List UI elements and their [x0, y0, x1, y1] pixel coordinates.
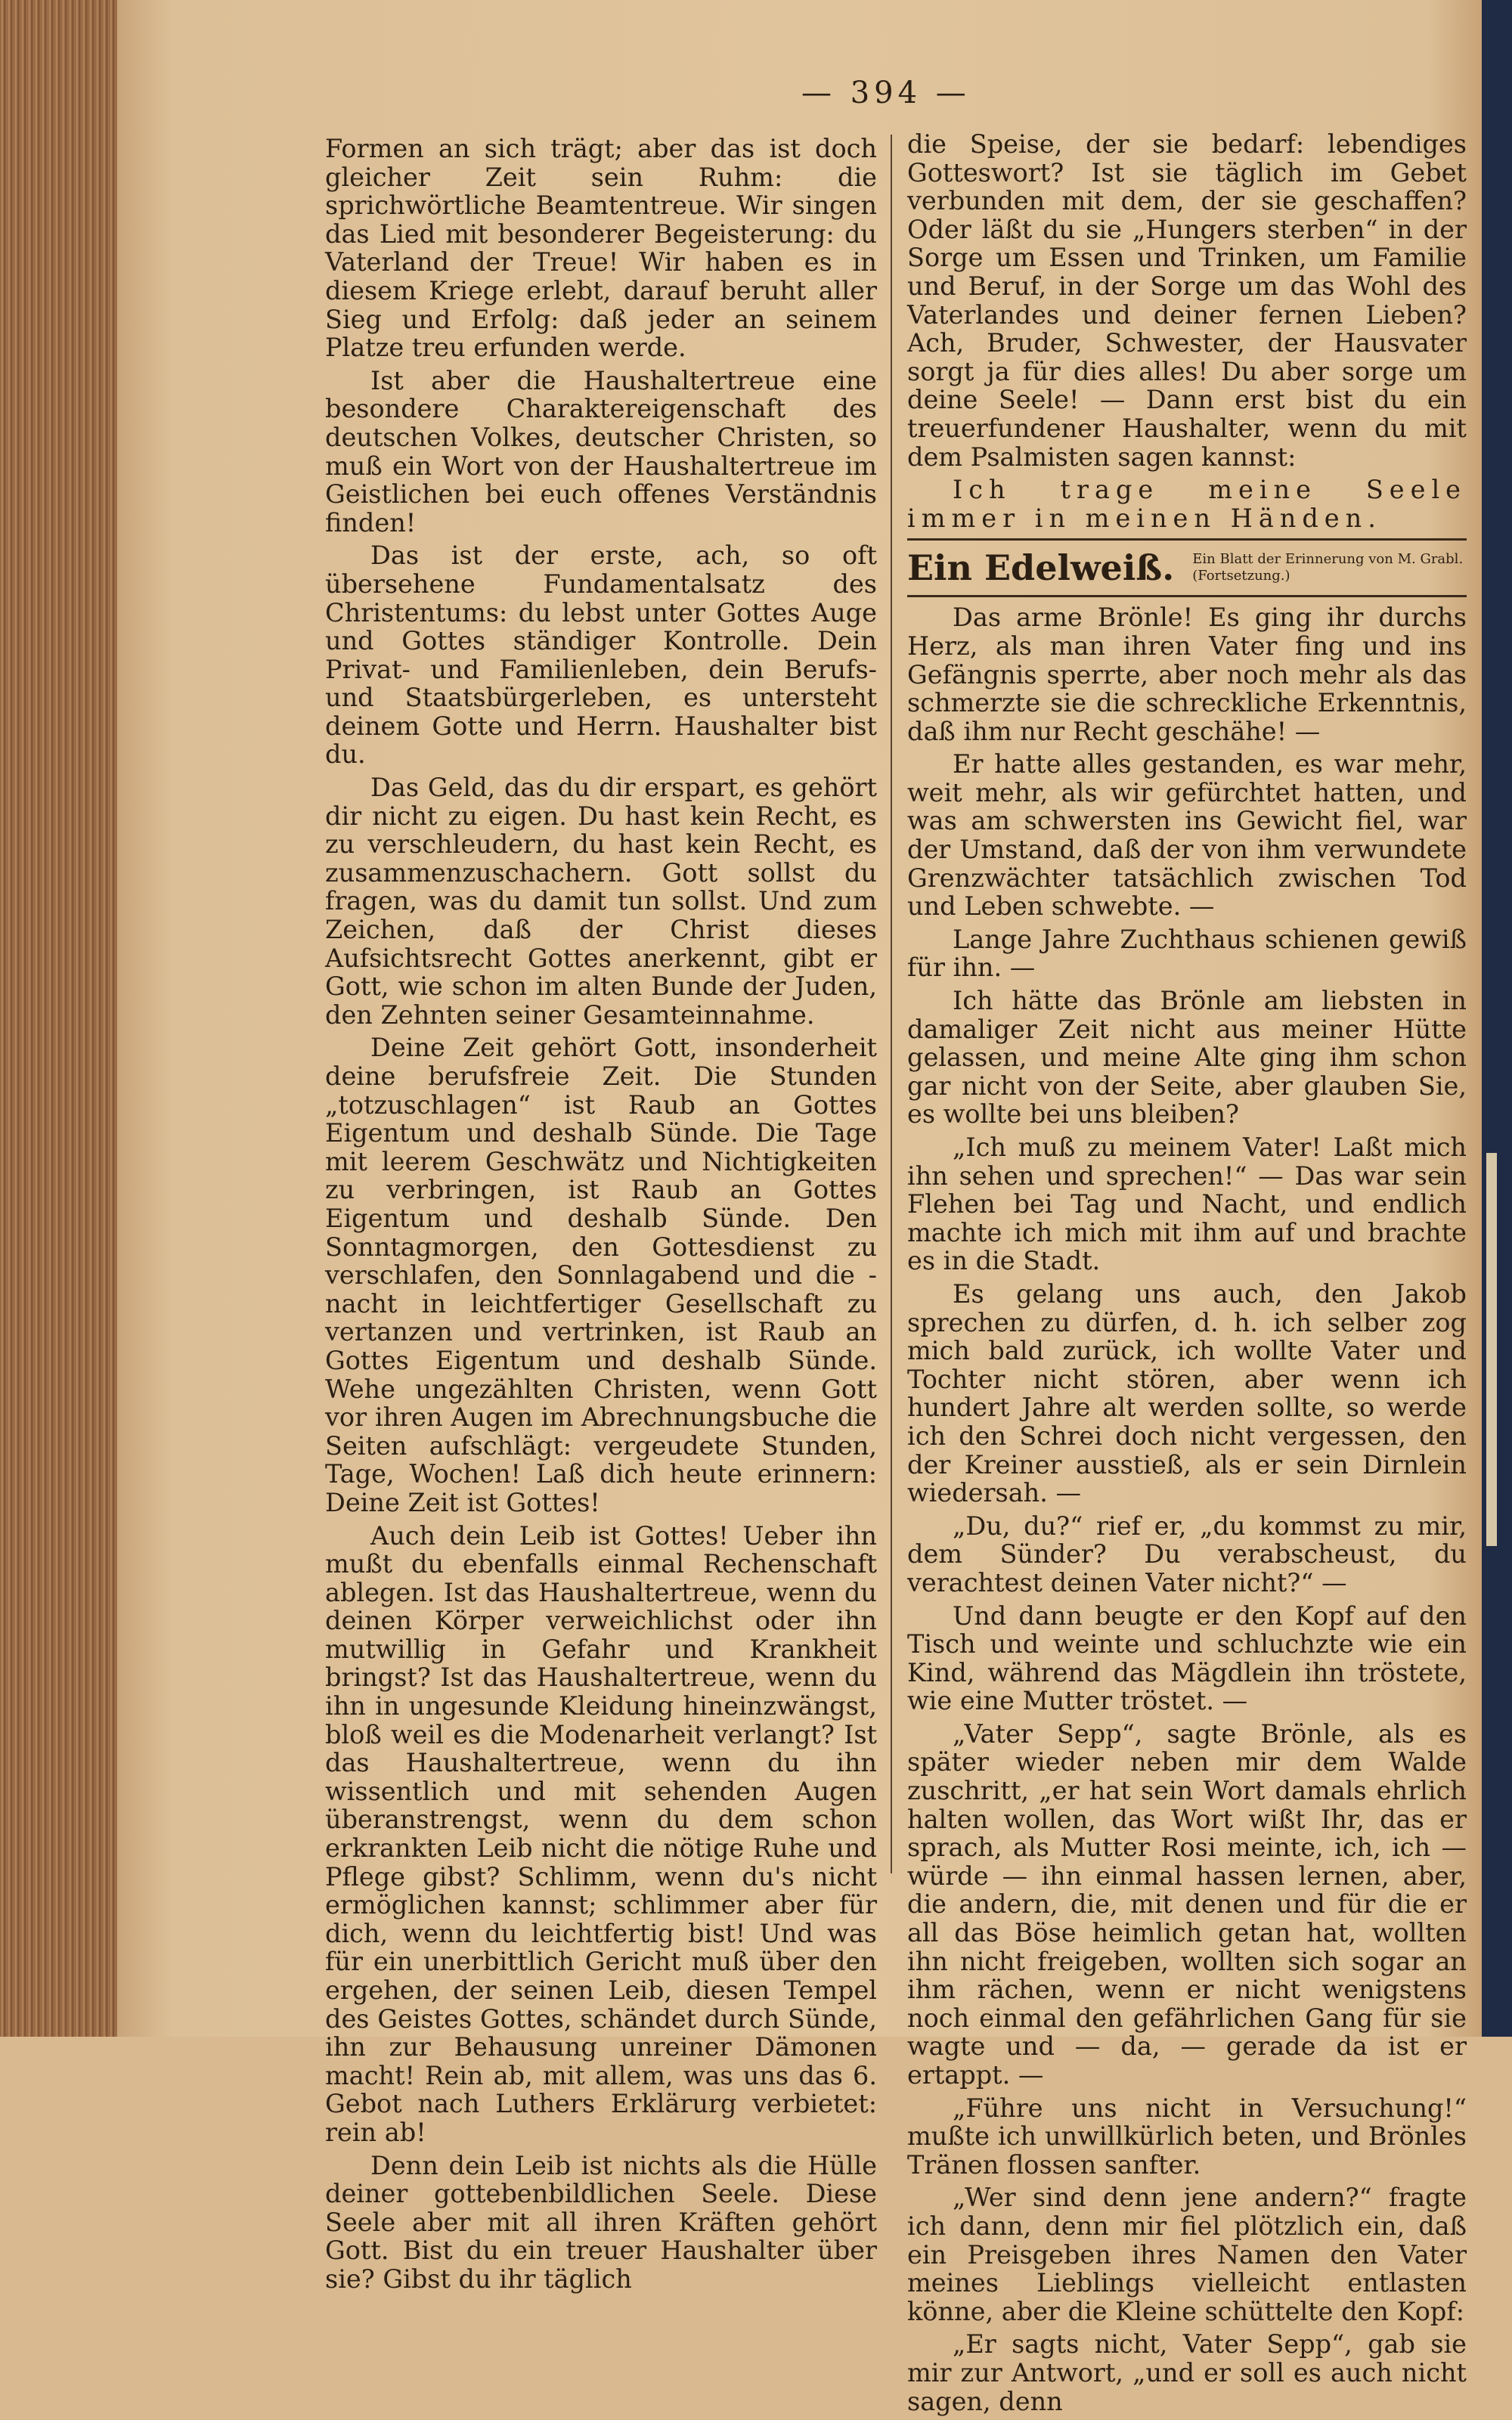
paragraph: Ich hätte das Brönle am liebsten in damaliger Zeit nicht aus meiner Hütte gelassen, und meine Alte ging ihm schon gar nicht von der Seite, aber glauben Sie, es wollte bei uns bleiben?	[907, 986, 1467, 1129]
book-edge	[0, 0, 117, 2037]
paragraph: Lange Jahre Zuchthaus schienen gewiß für ihn. —	[907, 924, 1467, 983]
paragraph: „Führe uns nicht in Versuchung!“ mußte ich unwillkürlich beten, und Brönles Tränen flossen sanfter.	[907, 2093, 1467, 2180]
paragraph: die Speise, der sie bedarf: lebendiges Gotteswort? Ist sie täglich im Gebet verbunden mit dem, der sie geschaffen? Oder läßt du sie „Hungers sterben“ in der Sorge um Essen und Trinken, um Familie und Beruf, in der Sorge um das Wohl des Vaterlandes und deiner fernen Lieben? Ach, Bruder, Schwester, der Hausvater sorgt ja für dies alles! Du aber sorge um deine Seele! — Dann erst bist du ein treuerfundener Haushalter, wenn du mit dem Psalmisten sagen kannst:	[907, 129, 1467, 472]
paragraph: Und dann beugte er den Kopf auf den Tisch und weinte und schluchzte wie ein Kind, während das Mägdlein ihn tröstete, wie eine Mutter tröstet. —	[907, 1600, 1467, 1716]
divider	[907, 595, 1467, 597]
paragraph: Er hatte alles gestanden, es war mehr, weit mehr, als wir gefürchtet hatten, und was am schwersten ins Gewicht fiel, war der Umstand, daß der von ihm verwundete Grenzwächter tatsächlich zwischen Tod und Leben schwebte. —	[907, 749, 1467, 922]
paragraph: „Ich muß zu meinem Vater! Laßt mich ihn sehen und sprechen!“ — Das war sein Flehen bei Tag und Nacht, und endlich machte ich mich mit ihm auf und brachte es in die Stadt.	[907, 1133, 1467, 1276]
page-number: — 394 —	[801, 76, 971, 110]
column-rule	[891, 135, 892, 1873]
right-column	[907, 130, 1467, 2420]
divider	[907, 538, 1467, 541]
paragraph: Formen an sich trägt; aber das ist doch gleicher Zeit sein Ruhm: die sprichwörtliche Beamtentreue. Wir singen das Lied mit besonderer Begeisterung: du Vaterland der Treue! Wir haben es in diesem Kriege erlebt, darauf beruht aller Sieg und Erfolg: daß jeder an seinem Platze treu erfunden werde.	[325, 134, 877, 363]
paragraph: „Er sagts nicht, Vater Sepp“, gab sie mir zur Antwort, „und er soll es auch nicht sagen, denn	[907, 2329, 1467, 2416]
story-subtitle	[1192, 551, 1463, 584]
paragraph: Das ist der erste, ach, so oft übersehene Fundamentalsatz des Christentums: du lebst unter Gottes Auge und Gottes ständiger Kontrolle. Dein Privat- und Familienleben, dein Berufs- und Staatsbürgerleben, es untersteht deinem Gotte und Herrn. Haushalter bist du.	[325, 541, 877, 770]
paragraph: Es gelang uns auch, den Jakob sprechen zu dürfen, d. h. ich selber zog mich bald zurück, ich wollte Vater und Tochter nicht stören, aber wenn ich hundert Jahre alt werden sollte, so werde ich den Schrei doch nicht vergessen, den der Kreiner ausstieß, als er sein Dirnlein wiedersah. —	[907, 1278, 1467, 1508]
scan-tab	[1486, 1153, 1497, 1546]
paragraph: „Du, du?“ rief er, „du kommst zu mir, dem Sünder? Du verabscheust, du verachtest deinen Vater nicht?“ —	[907, 1511, 1467, 1597]
paragraph: Deine Zeit gehört Gott, insonderheit deine berufsfreie Zeit. Die Stunden „totzuschlagen“ ist Raub an Gottes Eigentum und deshalb Sünde. Die Tage mit leerem Geschwätz und Nichtigkeiten zu verbringen, ist Raub an Gottes Eigentum und deshalb Sünde. Den Sonntagmorgen, den Gottesdienst zu verschlafen, den Sonnlagabend und die -nacht in leichtfertiger Gesellschaft zu vertanzen und vertrinken, ist Raub an Gottes Eigentum und deshalb Sünde. Wehe ungezählten Christen, wenn Gott vor ihren Augen im Abrechnungsbuche die Seiten aufschlägt: vergeudete Stunden, Tage, Wochen! Laß dich heute erinnern: Deine Zeit ist Gottes!	[325, 1033, 877, 1517]
paragraph: Ist aber die Haushaltertreue eine besondere Charaktereigenschaft des deutschen Volkes, deutscher Christen, so muß ein Wort von der Haushaltertreue im Geistlichen bei euch offenes Verständnis finden!	[325, 365, 877, 538]
paragraph: Das arme Brönle! Es ging ihr durchs Herz, als man ihren Vater fing und ins Gefängnis sperrte, aber noch mehr als das schmerzte sie die schreckliche Erkenntnis, daß ihm nur Recht geschähe! —	[907, 603, 1467, 746]
quote-line: Ich trage meine Seele immer in meinen Händen.	[907, 475, 1467, 533]
paragraph: „Wer sind denn jene andern?“ fragte ich dann, denn mir fiel plötzlich ein, daß ein Preisgeben ihres Namen den Vater meines Lieblings vielleicht entlasten könne, aber die Kleine schüttelte den Kopf:	[907, 2183, 1467, 2326]
story-header	[907, 547, 1467, 589]
paragraph: Denn dein Leib ist nichts als die Hülle deiner gottebenbildlichen Seele. Diese Seele aber mit all ihren Kräften gehört Gott. Bist du ein treuer Haushalter über sie? Gibst du ihr täglich	[325, 2150, 877, 2294]
paragraph: „Vater Sepp“, sagte Brönle, als es später wieder neben mir dem Walde zuschritt, „er hat sein Wort damals ehrlich halten wollen, das Wort wißt Ihr, das er sprach, als Mutter Rosi meinte, ich, ich — würde — ihn einmal hassen lernen, aber, die andern, die, mit denen und für die er all das Böse heimlich getan hat, wollten ihn nicht freigeben, wollten sich sogar an ihm rächen, wenn er nicht wenigstens noch einmal den gefährlichen Gang für sie wagte und — da, — gerade da ist er ertappt. —	[907, 1718, 1467, 2090]
scan-background-strip	[1482, 0, 1512, 2037]
story-title: Ein Edelweiß.	[907, 547, 1175, 588]
story-byline: Ein Blatt der Erinnerung von M. Grabl.	[1192, 551, 1464, 568]
left-column	[325, 135, 877, 2298]
story-continuation-note: (Fortsetzung.)	[1192, 568, 1290, 584]
paragraph: Auch dein Leib ist Gottes! Ueber ihn mußt du ebenfalls einmal Rechenschaft ablegen. Ist das Haushaltertreue, wenn du deinen Körper verweichlichst oder ihn mutwillig in Gefahr und Krankheit bringst? Ist das Haushaltertreue, wenn du ihn in ungesunde Kleidung hineinzwängst, bloß weil es die Modenarheit verlangt? Ist das Haushaltertreue, wenn du ihn wissentlich und mit sehenden Augen überanstrengst, wenn du dem schon erkrankten Leib nicht die nötige Ruhe und Pflege gibst? Schlimm, wenn du's nicht ermöglichen kannst; schlimmer aber für dich, wenn du leichtfertig bist! Und was für ein unerbittlich Gericht muß über den ergehen, der seinen Leib, diesen Tempel des Geistes Gottes, schändet durch Sünde, ihn zur Behausung unreiner Dämonen macht! Rein ab, mit allem, was uns das 6. Gebot nach Luthers Erklärurg verbietet: rein ab!	[325, 1520, 877, 2147]
paragraph: Das Geld, das du dir erspart, es gehört dir nicht zu eigen. Du hast kein Recht, es zu verschleudern, du hast kein Recht, es zusammenzuschachern. Gott sollst du fragen, was du damit tun sollst. Und zum Zeichen, daß der Christ dieses Aufsichtsrecht Gottes anerkennt, gibt er Gott, wie schon im alten Bunde der Juden, den Zehnten seiner Gesamteinnahme.	[325, 773, 877, 1030]
